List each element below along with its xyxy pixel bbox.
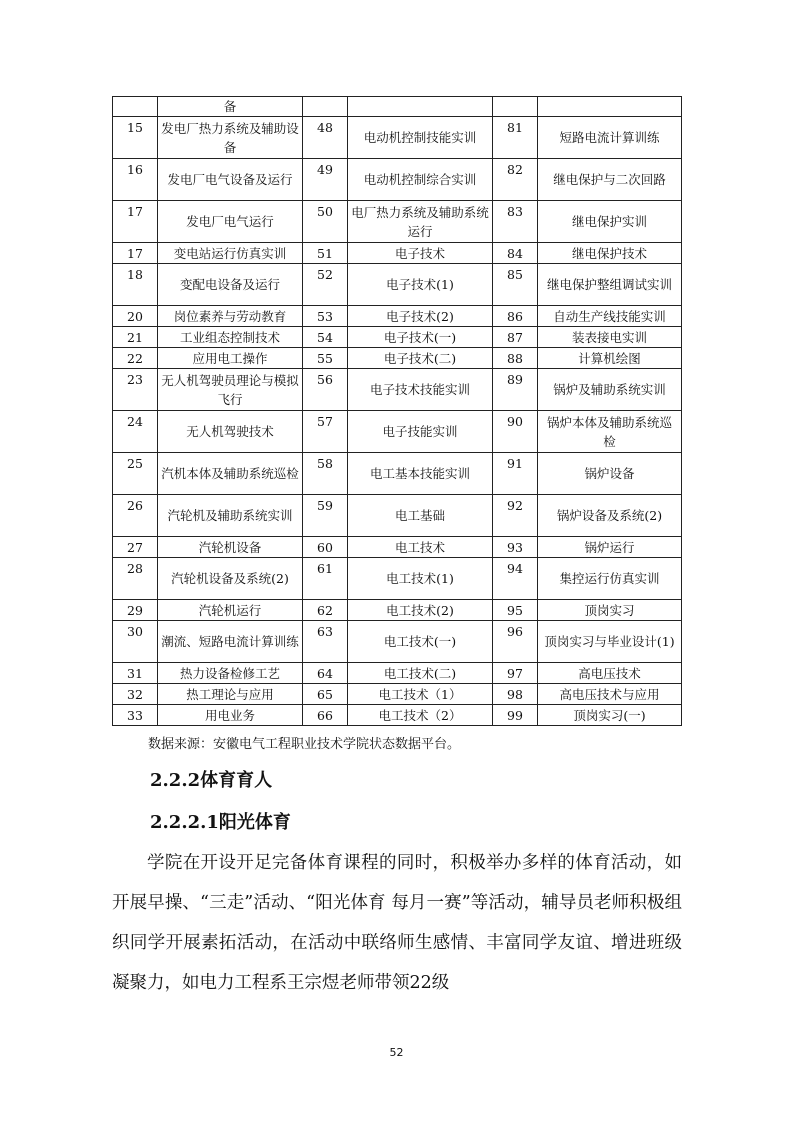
course-name-cell: 无人机驾驶技术 — [158, 411, 303, 453]
course-name-cell: 高电压技术与应用 — [538, 684, 682, 705]
course-name-cell: 电工技术(一) — [348, 621, 493, 663]
course-name-cell: 锅炉及辅助系统实训 — [538, 369, 682, 411]
table-row — [113, 495, 682, 537]
course-number-cell: 22 — [113, 348, 158, 369]
course-name-cell: 电子技术(一) — [348, 327, 493, 348]
table-row — [113, 705, 682, 726]
course-number-cell: 90 — [493, 411, 538, 453]
course-name-cell: 电工技术(二) — [348, 663, 493, 684]
course-name-cell: 汽轮机及辅助系统实训 — [158, 495, 303, 537]
table-row — [113, 264, 682, 306]
course-name-cell: 变配电设备及运行 — [158, 264, 303, 306]
course-number-cell: 17 — [113, 243, 158, 264]
table-row — [113, 348, 682, 369]
course-number-cell: 30 — [113, 621, 158, 663]
course-number-cell: 20 — [113, 306, 158, 327]
course-number-cell: 89 — [493, 369, 538, 411]
source-note: 数据来源：安徽电气工程职业技术学院状态数据平台。 — [148, 737, 461, 752]
subsection-heading: 2.2.2.1阳光体育 — [150, 812, 291, 833]
course-name-cell: 潮流、短路电流计算训练 — [158, 621, 303, 663]
course-name-cell: 锅炉设备 — [538, 453, 682, 495]
course-number-cell: 32 — [113, 684, 158, 705]
course-name-cell: 热工理论与应用 — [158, 684, 303, 705]
course-number-cell: 29 — [113, 600, 158, 621]
course-name-cell: 发电厂热力系统及辅助设备 — [158, 117, 303, 159]
course-number-cell: 50 — [303, 201, 348, 243]
course-number-cell: 18 — [113, 264, 158, 306]
course-number-cell: 99 — [493, 705, 538, 726]
course-name-cell: 锅炉本体及辅助系统巡检 — [538, 411, 682, 453]
course-name-cell: 电工技术(1) — [348, 558, 493, 600]
course-name-cell: 电子技术(二) — [348, 348, 493, 369]
course-name-cell: 锅炉设备及系统(2) — [538, 495, 682, 537]
course-number-cell: 93 — [493, 537, 538, 558]
page-number: 52 — [389, 1046, 404, 1059]
course-name-cell: 继电保护实训 — [538, 201, 682, 243]
course-number-cell: 48 — [303, 117, 348, 159]
course-number-cell: 53 — [303, 306, 348, 327]
table-row — [113, 663, 682, 684]
course-number-cell: 25 — [113, 453, 158, 495]
course-number-cell — [493, 97, 538, 117]
course-name-cell: 锅炉运行 — [538, 537, 682, 558]
course-name-cell: 电子技术技能实训 — [348, 369, 493, 411]
course-name-cell: 发电厂电气设备及运行 — [158, 159, 303, 201]
course-name-cell: 电工基本技能实训 — [348, 453, 493, 495]
course-name-cell: 电子技术(2) — [348, 306, 493, 327]
course-number-cell: 27 — [113, 537, 158, 558]
course-number-cell: 97 — [493, 663, 538, 684]
course-number-cell: 96 — [493, 621, 538, 663]
course-name-cell: 计算机绘图 — [538, 348, 682, 369]
course-number-cell: 64 — [303, 663, 348, 684]
course-number-cell: 88 — [493, 348, 538, 369]
course-number-cell: 81 — [493, 117, 538, 159]
body-paragraph: 学院在开设开足完备体育课程的同时，积极举办多样的体育活动，如开展早操、“三走”活动、“阳光体育 每月一赛”等活动，辅导员老师积极组织同学开展素拓活动，在活动中联络师生感情、丰富同学友谊、增进班级凝聚力，如电力工程系王宗煜老师带领22级 — [112, 853, 682, 993]
course-name-cell: 岗位素养与劳动教育 — [158, 306, 303, 327]
course-name-cell: 高电压技术 — [538, 663, 682, 684]
course-number-cell: 51 — [303, 243, 348, 264]
course-number-cell: 23 — [113, 369, 158, 411]
course-name-cell: 电工技术 — [348, 537, 493, 558]
course-number-cell: 49 — [303, 159, 348, 201]
table-row — [113, 159, 682, 201]
course-name-cell: 用电业务 — [158, 705, 303, 726]
table-row — [113, 369, 682, 411]
course-name-cell: 顶岗实习与毕业设计(1) — [538, 621, 682, 663]
course-number-cell: 62 — [303, 600, 348, 621]
course-number-cell: 87 — [493, 327, 538, 348]
table-row — [113, 411, 682, 453]
table-row — [113, 537, 682, 558]
course-table — [112, 96, 682, 726]
course-name-cell: 继电保护技术 — [538, 243, 682, 264]
course-name-cell: 汽轮机运行 — [158, 600, 303, 621]
course-name-cell — [538, 97, 682, 117]
course-name-cell: 装表接电实训 — [538, 327, 682, 348]
course-number-cell: 28 — [113, 558, 158, 600]
course-name-cell: 热力设备检修工艺 — [158, 663, 303, 684]
course-name-cell: 电工技术（2） — [348, 705, 493, 726]
course-name-cell: 电工技术(2) — [348, 600, 493, 621]
course-name-cell: 汽轮机设备及系统(2) — [158, 558, 303, 600]
table-row — [113, 117, 682, 159]
course-number-cell: 58 — [303, 453, 348, 495]
course-number-cell: 52 — [303, 264, 348, 306]
course-name-cell: 电工基础 — [348, 495, 493, 537]
course-number-cell: 31 — [113, 663, 158, 684]
table-row — [113, 600, 682, 621]
course-number-cell: 60 — [303, 537, 348, 558]
course-name-cell: 备 — [158, 97, 303, 117]
course-name-cell: 电厂热力系统及辅助系统运行 — [348, 201, 493, 243]
course-number-cell: 66 — [303, 705, 348, 726]
course-number-cell: 61 — [303, 558, 348, 600]
course-name-cell: 电子技能实训 — [348, 411, 493, 453]
course-name-cell: 继电保护与二次回路 — [538, 159, 682, 201]
course-name-cell: 电子技术 — [348, 243, 493, 264]
course-number-cell: 84 — [493, 243, 538, 264]
table-row — [113, 243, 682, 264]
course-name-cell: 顶岗实习 — [538, 600, 682, 621]
course-number-cell — [303, 97, 348, 117]
course-number-cell: 17 — [113, 201, 158, 243]
course-name-cell: 汽轮机设备 — [158, 537, 303, 558]
course-name-cell: 汽机本体及辅助系统巡检 — [158, 453, 303, 495]
course-name-cell: 电动机控制综合实训 — [348, 159, 493, 201]
course-name-cell: 电动机控制技能实训 — [348, 117, 493, 159]
course-number-cell: 82 — [493, 159, 538, 201]
course-number-cell: 63 — [303, 621, 348, 663]
table-row — [113, 97, 682, 117]
section-heading: 2.2.2体育育人 — [150, 770, 273, 791]
course-number-cell: 65 — [303, 684, 348, 705]
table-row — [113, 327, 682, 348]
course-number-cell: 91 — [493, 453, 538, 495]
course-name-cell: 电子技术(1) — [348, 264, 493, 306]
course-number-cell: 57 — [303, 411, 348, 453]
course-name-cell: 自动生产线技能实训 — [538, 306, 682, 327]
table-row — [113, 201, 682, 243]
course-number-cell: 55 — [303, 348, 348, 369]
course-number-cell: 95 — [493, 600, 538, 621]
course-number-cell: 86 — [493, 306, 538, 327]
course-name-cell: 发电厂电气运行 — [158, 201, 303, 243]
course-number-cell: 56 — [303, 369, 348, 411]
course-name-cell: 继电保护整组调试实训 — [538, 264, 682, 306]
table-row — [113, 558, 682, 600]
course-number-cell — [113, 97, 158, 117]
course-name-cell — [348, 97, 493, 117]
course-number-cell: 98 — [493, 684, 538, 705]
course-name-cell: 集控运行仿真实训 — [538, 558, 682, 600]
course-name-cell: 无人机驾驶员理论与模拟飞行 — [158, 369, 303, 411]
course-number-cell: 83 — [493, 201, 538, 243]
course-number-cell: 94 — [493, 558, 538, 600]
course-number-cell: 59 — [303, 495, 348, 537]
table-row — [113, 453, 682, 495]
table-row — [113, 621, 682, 663]
course-number-cell: 54 — [303, 327, 348, 348]
course-number-cell: 33 — [113, 705, 158, 726]
table-row — [113, 684, 682, 705]
course-number-cell: 85 — [493, 264, 538, 306]
table-row — [113, 306, 682, 327]
course-number-cell: 24 — [113, 411, 158, 453]
course-number-cell: 26 — [113, 495, 158, 537]
course-name-cell: 电工技术（1） — [348, 684, 493, 705]
course-number-cell: 92 — [493, 495, 538, 537]
course-number-cell: 15 — [113, 117, 158, 159]
course-name-cell: 变电站运行仿真实训 — [158, 243, 303, 264]
course-name-cell: 应用电工操作 — [158, 348, 303, 369]
course-name-cell: 工业组态控制技术 — [158, 327, 303, 348]
course-number-cell: 16 — [113, 159, 158, 201]
course-number-cell: 21 — [113, 327, 158, 348]
course-table-body — [113, 97, 682, 726]
course-name-cell: 短路电流计算训练 — [538, 117, 682, 159]
course-name-cell: 顶岗实习(一) — [538, 705, 682, 726]
